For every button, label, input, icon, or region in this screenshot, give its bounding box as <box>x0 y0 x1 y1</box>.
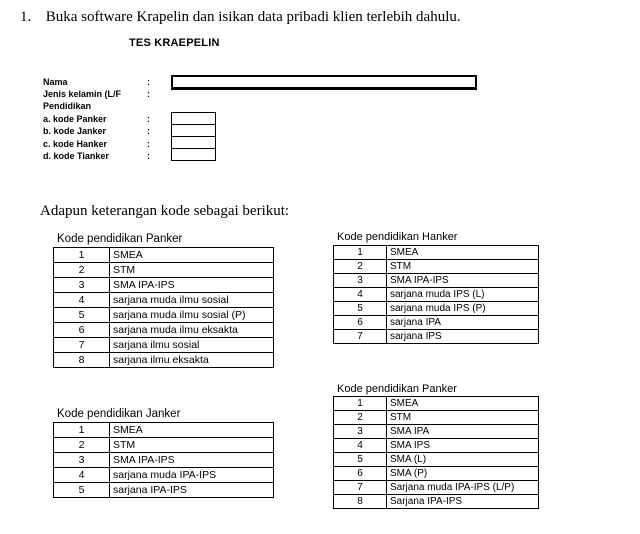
instruction-number: 1. <box>20 9 32 25</box>
education-label-cell: SMA IPA <box>387 425 539 439</box>
panker-code-table <box>53 247 274 368</box>
code-number-cell: 4 <box>334 288 387 302</box>
education-label-cell: STM <box>110 263 274 278</box>
code-number-cell: 4 <box>334 439 387 453</box>
table-row <box>54 468 274 483</box>
field-label-pendidikan: Pendidikan <box>43 101 92 111</box>
table-row <box>54 423 274 438</box>
table-row <box>334 439 539 453</box>
panker-code-table-2 <box>333 396 539 509</box>
education-label-cell: SMEA <box>110 248 274 263</box>
field-label-kode-tianker: d. kode Tianker <box>43 151 109 161</box>
education-label-cell: sarjana muda IPS (P) <box>387 302 539 316</box>
colon: : <box>147 126 150 136</box>
table-row <box>334 260 539 274</box>
table-row <box>334 495 539 509</box>
code-number-cell: 6 <box>334 316 387 330</box>
instruction-line <box>20 9 461 26</box>
education-label-cell: sarjana IPA-IPS <box>110 483 274 498</box>
field-label-kode-hanker: c. kode Hanker <box>43 139 108 149</box>
education-label-cell: sarjana ilmu sosial <box>110 338 274 353</box>
field-label-jenis-kelamin: Jenis kelamin (L/F <box>43 89 122 99</box>
table-row <box>334 246 539 260</box>
field-label-nama: Nama <box>43 77 68 87</box>
education-label-cell: sarjana muda ilmu eksakta <box>110 323 274 338</box>
education-label-cell: SMEA <box>110 423 274 438</box>
table-row <box>54 338 274 353</box>
table-row <box>54 278 274 293</box>
education-label-cell: SMA IPA-IPS <box>387 274 539 288</box>
table-row <box>334 288 539 302</box>
table-row <box>334 316 539 330</box>
field-label-kode-panker: a. kode Panker <box>43 114 107 124</box>
education-label-cell: sarjana ilmu eksakta <box>110 353 274 368</box>
code-number-cell: 1 <box>334 397 387 411</box>
code-number-cell: 3 <box>334 274 387 288</box>
education-label-cell: sarjana muda IPA-IPS <box>110 468 274 483</box>
code-number-cell: 7 <box>334 481 387 495</box>
panker-table-title: Kode pendidikan Panker <box>57 233 183 245</box>
table-row <box>54 263 274 278</box>
education-label-cell: STM <box>387 411 539 425</box>
table-row <box>334 330 539 344</box>
education-label-cell: sarjana muda ilmu sosial (P) <box>110 308 274 323</box>
janker-table-title: Kode pendidikan Janker <box>57 408 181 420</box>
code-number-cell: 8 <box>334 495 387 509</box>
education-label-cell: STM <box>110 438 274 453</box>
education-label-cell: sarjana muda ilmu sosial <box>110 293 274 308</box>
code-number-cell: 6 <box>334 467 387 481</box>
code-number-cell: 3 <box>334 425 387 439</box>
code-number-cell: 1 <box>54 248 110 263</box>
education-label-cell: STM <box>387 260 539 274</box>
code-number-cell: 2 <box>54 263 110 278</box>
table-row <box>334 453 539 467</box>
keterangan-text: Adapun keterangan kode sebagai berikut: <box>40 203 290 219</box>
code-number-cell: 2 <box>334 260 387 274</box>
table-row <box>54 438 274 453</box>
form-title: TES KRAEPELIN <box>129 37 220 49</box>
table-row <box>334 411 539 425</box>
colon: : <box>147 114 150 124</box>
education-label-cell: sarjana muda IPS (L) <box>387 288 539 302</box>
code-number-cell: 7 <box>54 338 110 353</box>
education-label-cell: SMEA <box>387 246 539 260</box>
code-number-cell: 2 <box>54 438 110 453</box>
colon: : <box>147 139 150 149</box>
code-number-cell: 6 <box>54 323 110 338</box>
education-label-cell: Sarjana muda IPA-IPS (L/P) <box>387 481 539 495</box>
table-row <box>334 397 539 411</box>
table-row <box>334 467 539 481</box>
code-number-cell: 5 <box>334 453 387 467</box>
kode-tianker-input[interactable] <box>171 148 216 161</box>
table-row <box>54 248 274 263</box>
code-number-cell: 1 <box>334 246 387 260</box>
instruction-text: Buka software Krapelin dan isikan data pribadi klien terlebih dahulu. <box>45 9 461 25</box>
education-label-cell: SMA IPA-IPS <box>110 453 274 468</box>
table-row <box>334 481 539 495</box>
janker-code-table <box>53 422 274 498</box>
education-label-cell: Sarjana IPA-IPS <box>387 495 539 509</box>
field-label-kode-janker: b. kode Janker <box>43 126 107 136</box>
code-number-cell: 5 <box>54 308 110 323</box>
code-number-cell: 4 <box>54 468 110 483</box>
code-number-cell: 7 <box>334 330 387 344</box>
name-input[interactable] <box>171 75 477 90</box>
code-number-cell: 5 <box>54 483 110 498</box>
education-label-cell: SMA IPA-IPS <box>110 278 274 293</box>
education-label-cell: SMA IPS <box>387 439 539 453</box>
education-label-cell: SMA (P) <box>387 467 539 481</box>
code-number-cell: 4 <box>54 293 110 308</box>
code-number-cell: 3 <box>54 278 110 293</box>
code-number-cell: 3 <box>54 453 110 468</box>
table-row <box>54 293 274 308</box>
education-label-cell: SMEA <box>387 397 539 411</box>
hanker-code-table <box>333 245 539 344</box>
table-row <box>334 302 539 316</box>
table-row <box>54 323 274 338</box>
code-number-cell: 8 <box>54 353 110 368</box>
table-row <box>54 483 274 498</box>
education-label-cell: SMA (L) <box>387 453 539 467</box>
table-row <box>334 274 539 288</box>
education-label-cell: sarjana IPA <box>387 316 539 330</box>
table-row <box>54 308 274 323</box>
colon: : <box>147 89 150 99</box>
table-row <box>334 425 539 439</box>
table-row <box>54 453 274 468</box>
panker-table-2-title: Kode pendidikan Panker <box>337 383 457 395</box>
colon: : <box>147 77 150 87</box>
code-number-cell: 2 <box>334 411 387 425</box>
code-number-cell: 1 <box>54 423 110 438</box>
hanker-table-title: Kode pendidikan Hanker <box>337 231 458 243</box>
code-number-cell: 5 <box>334 302 387 316</box>
colon: : <box>147 151 150 161</box>
education-label-cell: sarjana IPS <box>387 330 539 344</box>
table-row <box>54 353 274 368</box>
